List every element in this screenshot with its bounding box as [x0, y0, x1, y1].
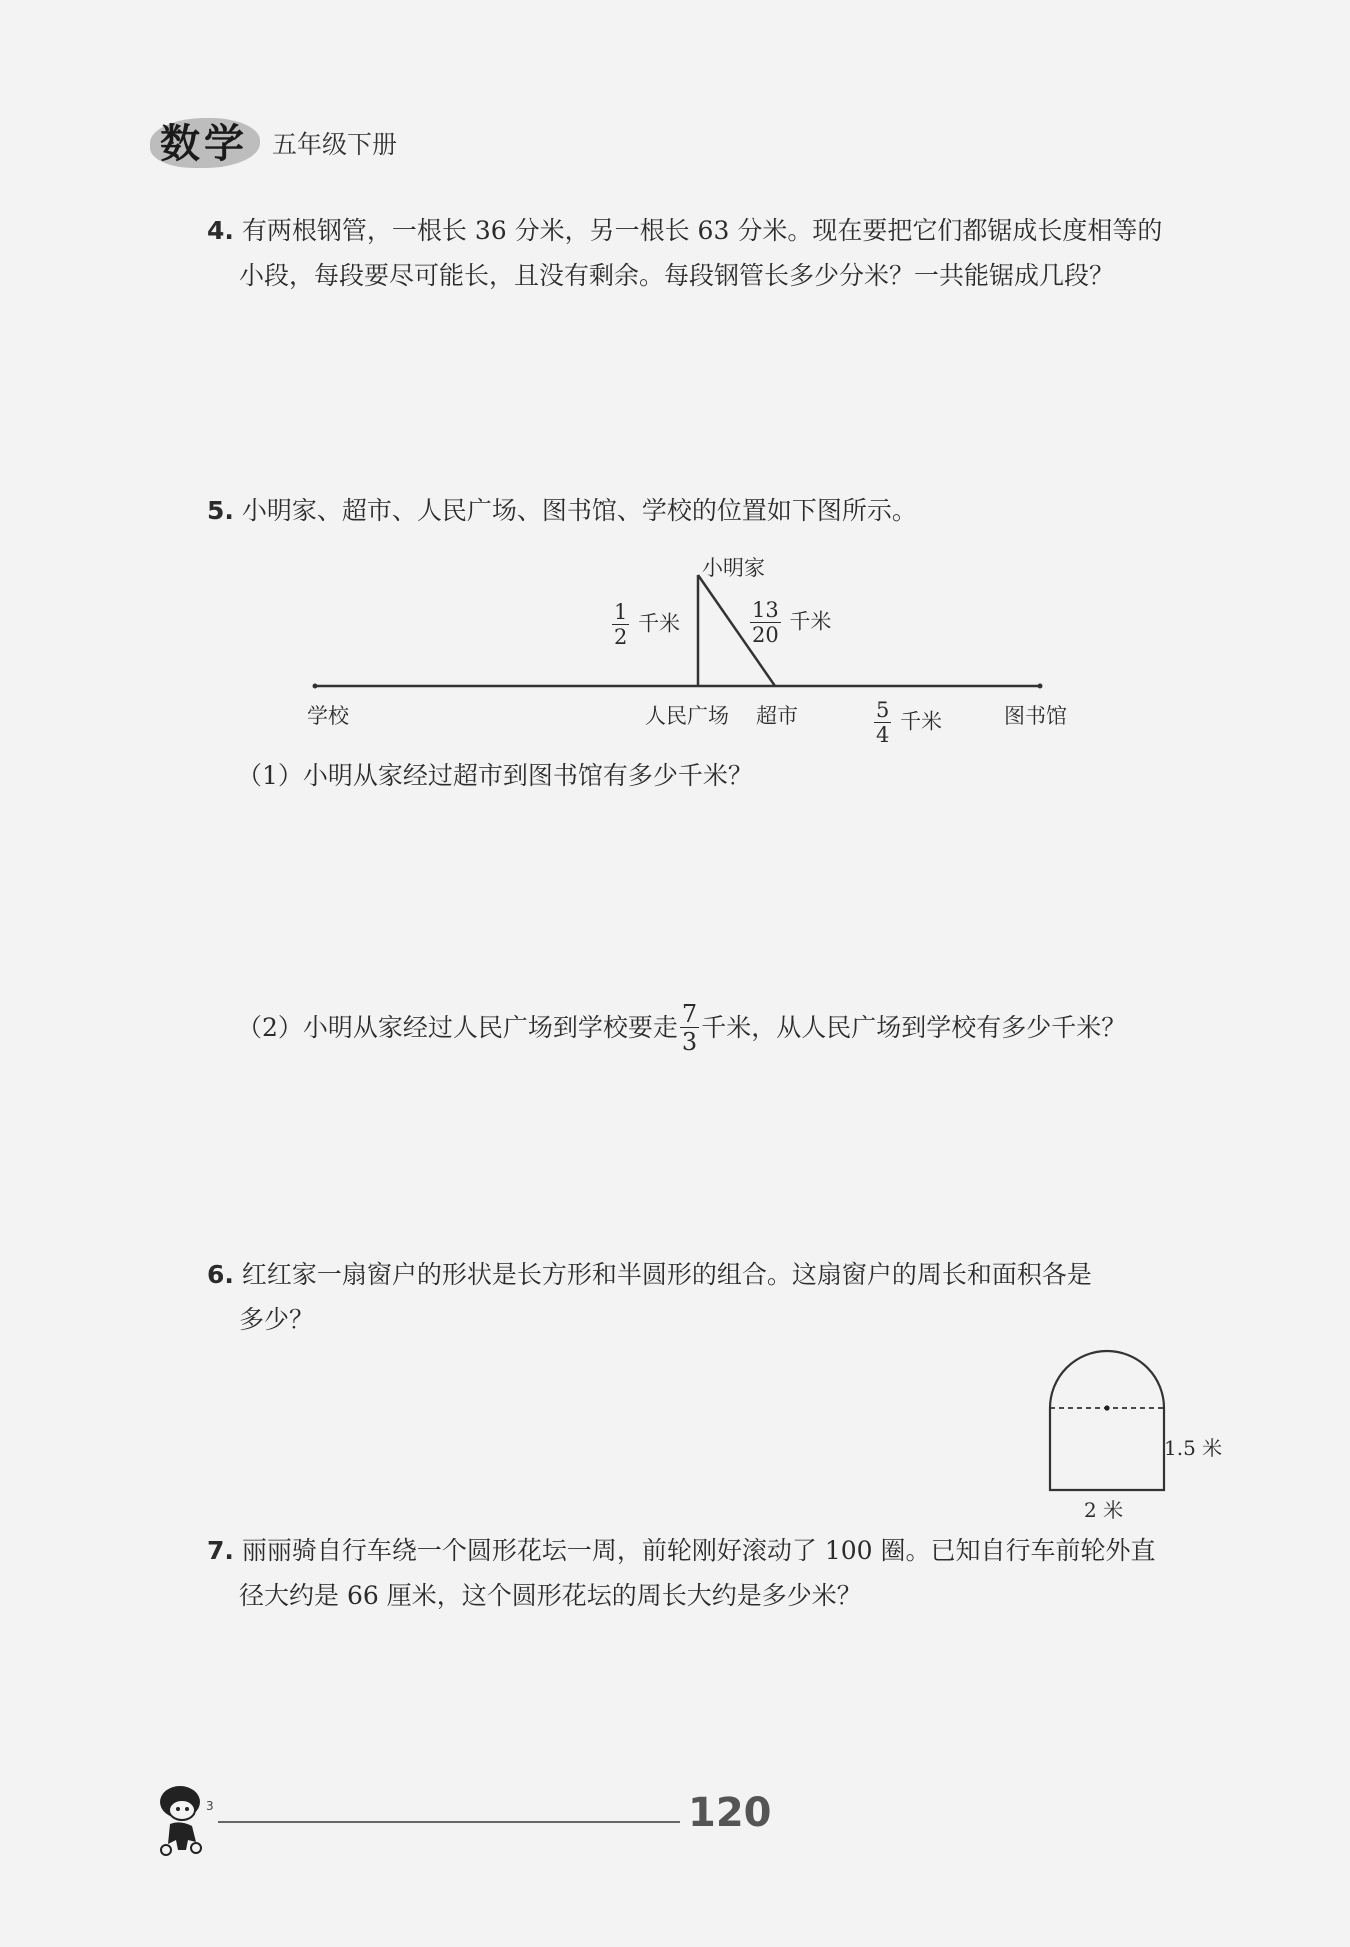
- library-label: 图书馆: [1004, 704, 1067, 728]
- question-number: 7.: [207, 1536, 234, 1565]
- subject-title: 数学: [160, 121, 248, 167]
- library-point: [1038, 684, 1043, 689]
- question-text-line2: 小段，每段要尽可能长，且没有剩余。每段钢管长多少分米？一共能锯成几段？: [239, 261, 1115, 290]
- question-5-part-1: （1）小明从家经过超市到图书馆有多少千米？: [237, 761, 753, 790]
- question-text-line1: 丽丽骑自行车绕一个圆形花坛一周，前轮刚好滚动了 100 圈。已知自行车前轮外直: [241, 1536, 1156, 1565]
- footer-rule: [218, 1821, 680, 1823]
- question-text-line1: 有两根钢管，一根长 36 分米，另一根长 63 分米。现在要把它们都锯成长度相等的: [241, 216, 1163, 245]
- school-point: [313, 684, 318, 689]
- window-height-label: 1.5 米: [1164, 1436, 1223, 1460]
- window-outline: [1050, 1351, 1164, 1490]
- home-label: 小明家: [702, 556, 765, 580]
- question-number: 5.: [207, 496, 234, 525]
- window-center-point: [1104, 1405, 1109, 1410]
- market-label: 超市: [756, 704, 798, 728]
- mascot-icon: [150, 1780, 222, 1860]
- page-number: 120: [688, 1790, 772, 1836]
- question-5-part-2: （2）小明从家经过人民广场到学校要走 $\frac{7}{3}$ 千米，从人民广场到学校有多少千米？: [237, 1000, 1127, 1056]
- question-number: 6.: [207, 1260, 234, 1289]
- home-market-distance: $\frac{13}{20}$ 千米: [752, 598, 832, 647]
- question-6: [207, 1252, 1247, 1342]
- question-text: 小明家、超市、人民广场、图书馆、学校的位置如下图所示。: [241, 496, 917, 525]
- square-label: 人民广场: [645, 704, 729, 728]
- school-label: 学校: [307, 704, 349, 728]
- question-number: 4.: [207, 216, 234, 245]
- question-text-line2: 径大约是 66 厘米，这个圆形花坛的周长大约是多少米？: [239, 1581, 862, 1610]
- question-text-line1: 红红家一扇窗户的形状是长方形和半圆形的组合。这扇窗户的周长和面积各是: [241, 1260, 1092, 1289]
- window-figure: [1040, 1340, 1170, 1500]
- fraction: $\frac{7}{3}$: [681, 1000, 698, 1056]
- question-7: [207, 1528, 1247, 1618]
- question-text-line2: 多少？: [239, 1305, 315, 1334]
- grade-label: 五年级下册: [272, 130, 398, 159]
- market-library-distance: $\frac{5}{4}$ 千米: [876, 698, 943, 747]
- window-width-label: 2 米: [1084, 1498, 1124, 1522]
- svg-text:3: 3: [206, 1799, 214, 1813]
- home-square-distance: $\frac{1}{2}$ 千米: [614, 600, 681, 649]
- route-diagram: [0, 0, 1350, 800]
